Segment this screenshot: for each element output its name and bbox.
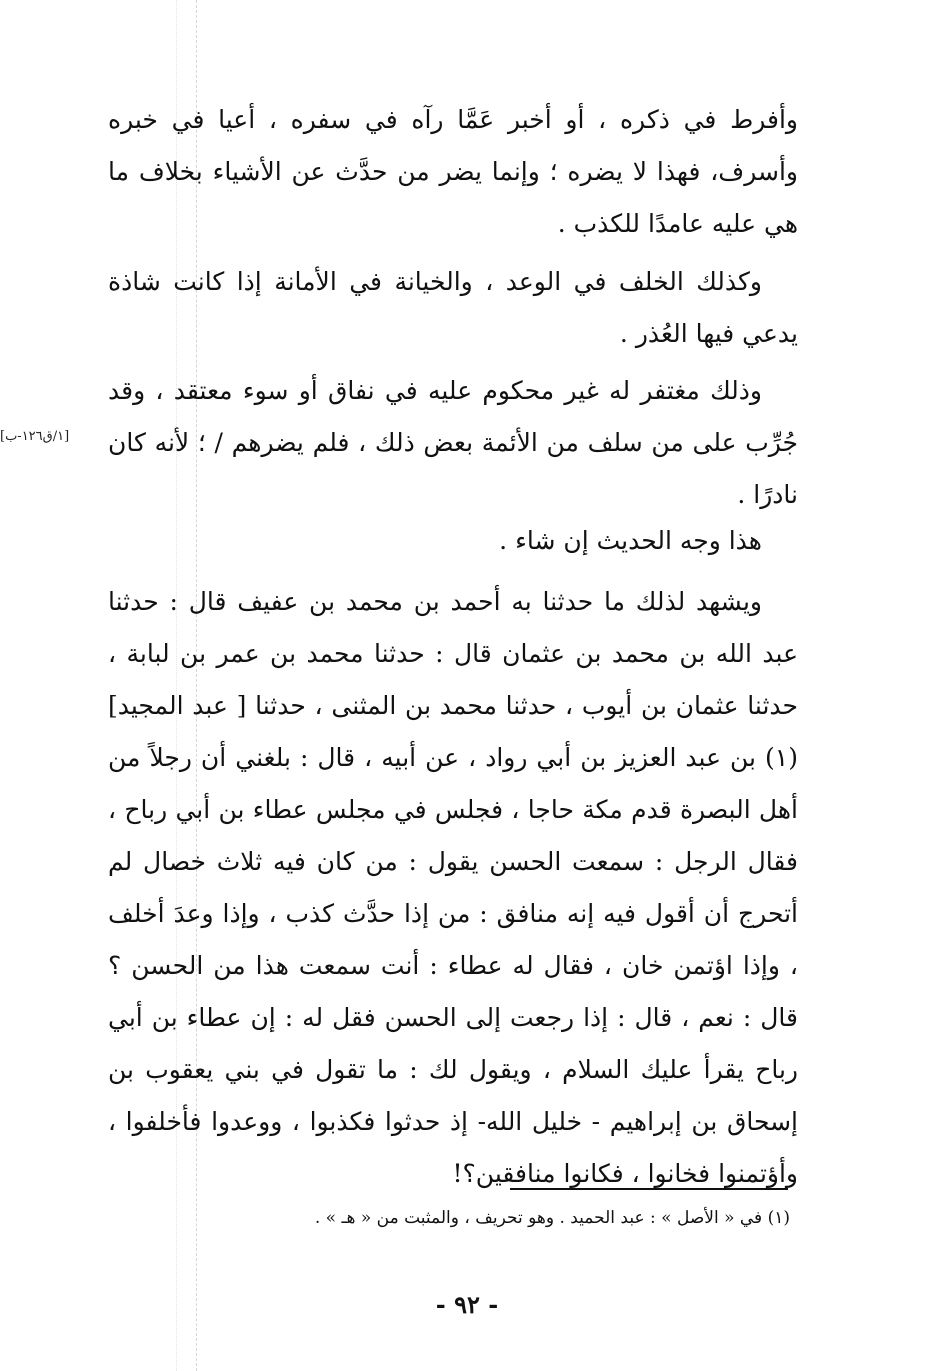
footnote: (١) في « الأصل » : عبد الحميد . وهو تحريف ، والمثبت من « هـ » .: [314, 1208, 790, 1228]
paragraph-5: ويشهد لذلك ما حدثنا به أحمد بن محمد بن عفيف قال : حدثنا عبد الله بن محمد بن عثمان قال : حدثنا محمد بن عمر بن لبابة ، حدثنا عثمان بن أيوب ، حدثنا محمد بن المثنى ، حدثنا [ عبد المجيد](١) بن عبد العزيز بن أبي رواد ، عن أبيه ، قال : بلغني أن رجلاً من أهل البصرة قدم مكة حاجا ، فجلس في مجلس عطاء بن أبي رباح ، فقال الرجل : سمعت الحسن يقول : من كان فيه ثلاث خصال لم أتحرج أن أقول فيه إنه منافق : من إذا حدَّث كذب ، وإذا وعدَ أخلف ، وإذا اؤتمن خان ، فقال له عطاء : أنت سمعت هذا من الحسن ؟ قال : نعم ، قال : إذا رجعت إلى الحسن فقل له : إن عطاء بن أبي رباح يقرأ عليك السلام ، ويقول لك : ما تقول في بني يعقوب بن إسحاق بن إبراهيم - خليل الله- إذ حدثوا فكذبوا ، ووعدوا فأخلفوا ، وأؤتمنوا فخانوا ، فكانوا منافقين؟!: [108, 587, 798, 1188]
footnote-separator: [510, 1188, 788, 1190]
paragraph-3: وذلك مغتفر له غير محكوم عليه في نفاق أو سوء معتقد ، وقد جُرِّب على من سلف من الأئمة بعض ذلك ، فلم يضرهم / ؛ لأنه كان نادرًا .: [108, 376, 798, 509]
page-number: - ٩٢ -: [435, 1290, 499, 1319]
paragraph-2: وكذلك الخلف في الوعد ، والخيانة في الأمانة إذا كانت شاذة يدعي فيها العُذر .: [108, 267, 798, 348]
paragraph-1: وأفرط في ذكره ، أو أخبر عَمَّا رآه في سفره ، أعيا في خبره وأسرف، فهذا لا يضره ؛ وإنما يضر من حدَّث عن الأشياء بخلاف ما هي عليه عامدًا للكذب .: [108, 105, 798, 238]
paragraph-4: هذا وجه الحديث إن شاء .: [499, 526, 762, 555]
manuscript-folio-marker: [١/ق١٢٦-ب]: [0, 429, 70, 444]
